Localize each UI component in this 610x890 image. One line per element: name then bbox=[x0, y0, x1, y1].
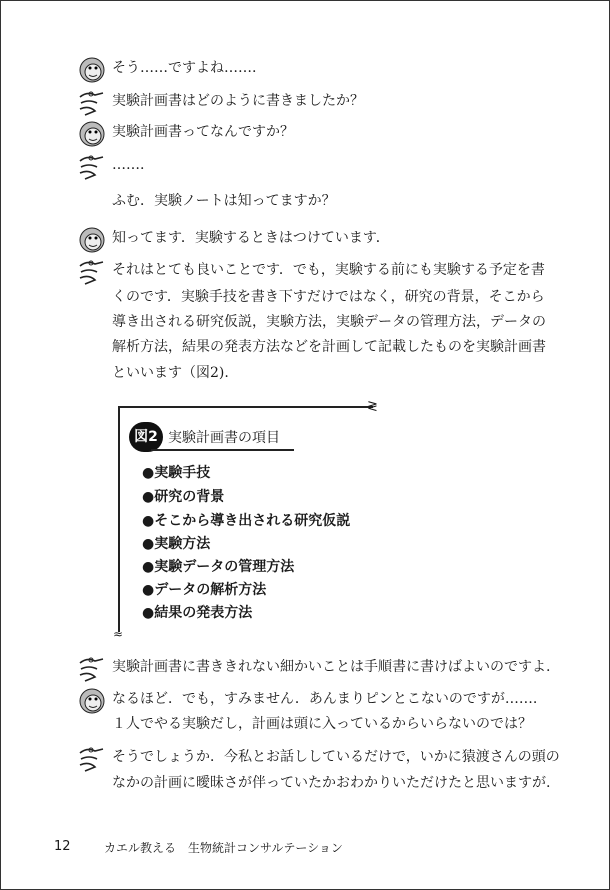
wave-break-icon: ≷ bbox=[367, 399, 378, 414]
figure-item: ●結果の発表方法 bbox=[142, 605, 253, 621]
figure-item: ●実験手技 bbox=[142, 465, 211, 481]
figure-item: ●実験方法 bbox=[142, 536, 211, 552]
dialogue-line: 実験計画書ってなんですか？ bbox=[112, 124, 294, 140]
dialogue-line: ……. bbox=[112, 157, 145, 173]
frog-icon bbox=[77, 745, 107, 773]
dialogue-line: といいます（図2). bbox=[112, 365, 229, 381]
wave-break-icon: ≈ bbox=[113, 627, 124, 641]
frog-icon bbox=[77, 258, 107, 286]
book-title: カエル教える 生物統計コンサルテーション bbox=[104, 841, 343, 855]
dialogue-line: 導き出される研究仮説，実験方法，実験データの管理方法，データの bbox=[112, 314, 546, 330]
frog-icon bbox=[77, 89, 107, 117]
figure-item: ●そこから導き出される研究仮説 bbox=[142, 513, 351, 529]
dialogue-line: １人でやる実験だし，計画は頭に入っているからいらないのでは？ bbox=[112, 716, 532, 732]
figure-title: 実験計画書の項目 bbox=[168, 430, 280, 446]
figure-frame-left bbox=[118, 406, 120, 632]
figure-item: ●研究の背景 bbox=[142, 489, 225, 505]
dialogue-line: 解析方法，結果の発表方法などを計画して記載したものを実験計画書 bbox=[112, 339, 546, 355]
dialogue-line: そう……ですよね……. bbox=[112, 60, 257, 76]
dialogue-line: 実験計画書に書ききれない細かいことは手順書に書けばよいのですよ. bbox=[112, 659, 551, 675]
monkey-icon bbox=[77, 56, 107, 84]
dialogue-line: それはとても良いことです．でも，実験する前にも実験する予定を書 bbox=[112, 262, 545, 278]
dialogue-line: 知ってます．実験するときはつけています． bbox=[112, 230, 390, 246]
figure-item: ●データの解析方法 bbox=[142, 582, 267, 598]
dialogue-line: なかの計画に曖昧さが伴っていたかおわかりいただけたと思いますが. bbox=[112, 775, 551, 791]
figure-title-underline bbox=[151, 449, 294, 451]
dialogue-line: そうでしょうか．今私とお話ししているだけで，いかに猿渡さんの頭の bbox=[112, 749, 560, 765]
frog-icon bbox=[77, 655, 107, 683]
dialogue-line: くのです．実験手技を書き下すだけではなく，研究の背景，そこから bbox=[112, 289, 545, 305]
dialogue-line: ふむ．実験ノートは知ってますか？ bbox=[112, 193, 336, 209]
figure-frame-top bbox=[119, 406, 373, 408]
page-number: 12 bbox=[54, 839, 71, 854]
monkey-icon bbox=[77, 120, 107, 148]
figure-item: ●実験データの管理方法 bbox=[142, 559, 295, 575]
monkey-icon bbox=[77, 226, 107, 254]
frog-icon bbox=[77, 153, 107, 181]
monkey-icon bbox=[77, 687, 107, 715]
dialogue-line: なるほど．でも，すみません．あんまりピンとこないのですが……. bbox=[112, 691, 538, 707]
figure-badge: 図2 bbox=[129, 422, 163, 452]
dialogue-line: 実験計画書はどのように書きましたか？ bbox=[112, 93, 364, 109]
